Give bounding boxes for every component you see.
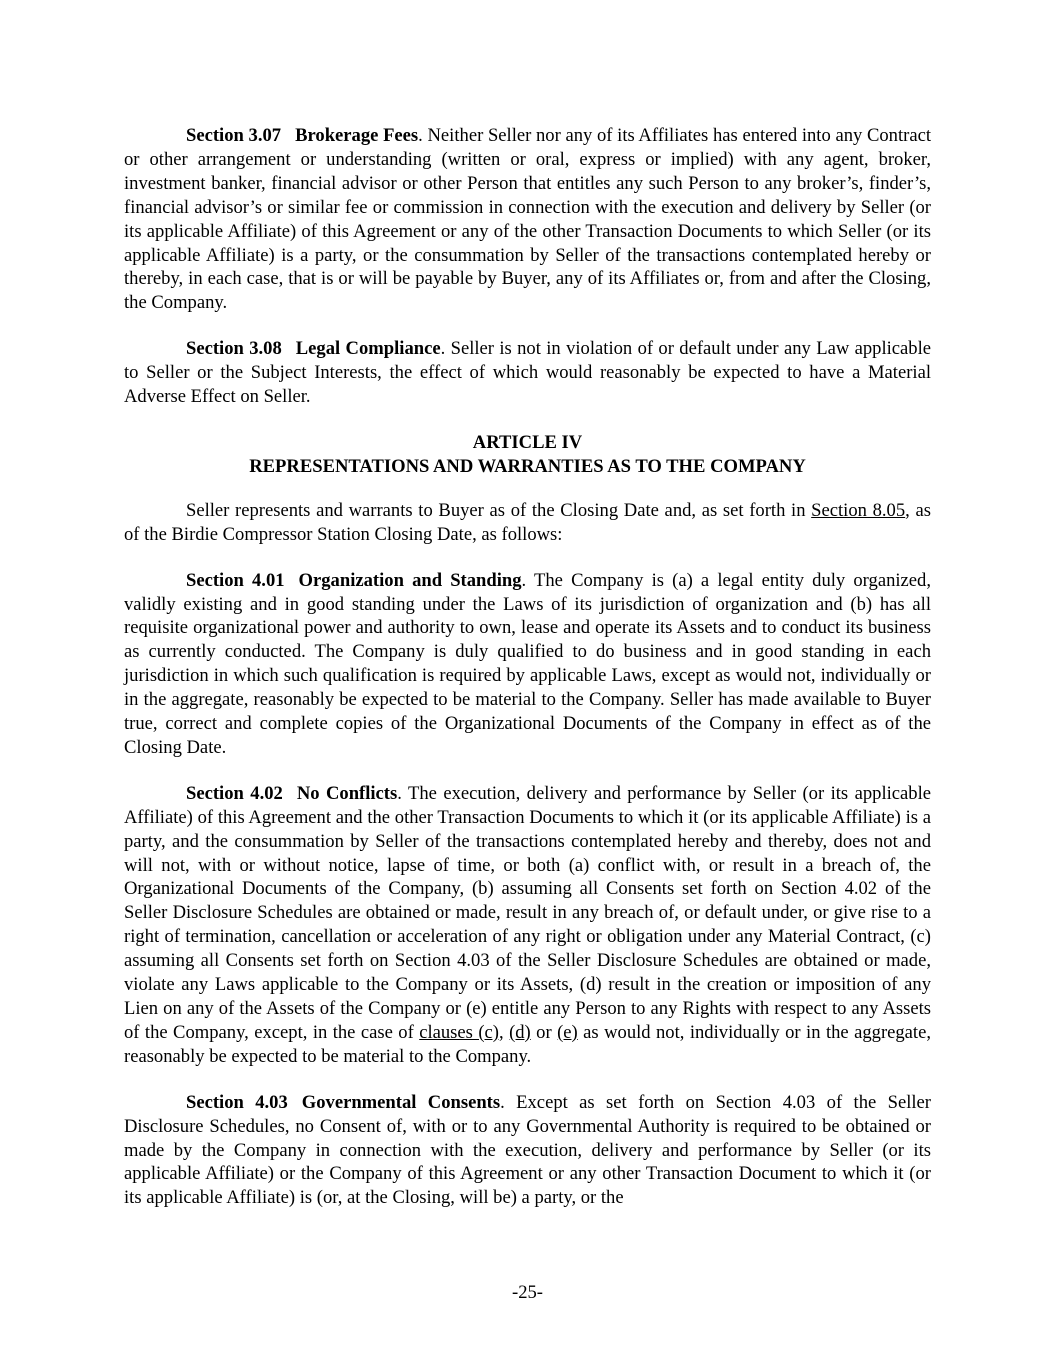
section-number: Section 4.02	[186, 782, 283, 804]
section-title: No Conflicts	[296, 782, 398, 804]
intro-text-end: , as of the Birdie Compressor Station Closing Date, as follows:	[124, 499, 931, 545]
document-page	[124, 124, 931, 1232]
section-3-07	[124, 124, 931, 315]
section-4-03	[124, 1091, 931, 1211]
section-number: Section 4.01	[186, 569, 285, 591]
separator: ,	[498, 1021, 510, 1043]
section-4-02	[124, 782, 931, 1069]
section-body: . Neither Seller nor any of its Affiliates has entered into any Contract or other arrangement or understanding (written or oral, express or implied) with any agent, broker, investment banker, financial advisor or other Person that entitles any such Person to any broker’s, finder’s, financial advisor’s or similar fee or commission in connection with the execution and delivery by Seller (or its applicable Affiliate) of this Agreement or any of the other Transaction Documents to which Seller (or its applicable Affiliate) is a party, or the consummation by Seller of the transactions contemplated hereby or thereby, in each case, that is or will be payable by Buyer, any of its Affiliates or, from and after the Closing, the Company.	[124, 125, 932, 314]
separator: or	[530, 1021, 558, 1043]
section-body: . Except as set forth on Section 4.03 of the Seller Disclosure Schedules, no Consent of, with or to any Governmental Authority is required to be obtained or made by the Company in connection with the execution, delivery and performance by Seller (or its applicable Affiliate) or the Company of this Agreement or any other Transaction Document to which it (or its applicable Affiliate) is (or, at the Closing, will be) a party, or the	[124, 1091, 931, 1209]
article-heading	[124, 431, 931, 479]
section-3-08	[124, 337, 931, 409]
section-4-01	[124, 569, 931, 760]
clause-d-reference[interactable]: (d)	[509, 1021, 531, 1043]
clause-e-reference[interactable]: (e)	[557, 1021, 578, 1043]
section-title: Brokerage Fees	[295, 125, 419, 146]
page-number: -25-	[512, 1282, 543, 1303]
clause-c-reference[interactable]: clauses (c)	[419, 1021, 499, 1043]
article-number: ARTICLE IV	[472, 431, 583, 453]
section-body: . The Company is (a) a legal entity duly organized, validly existing and in good standing under the Laws of its jurisdiction of organization and (b) has all requisite organizational power and authority to own, lease and operate its Assets and to conduct its business as currently conducted. The Company is duly qualified to do business and in good standing in each jurisdiction in which such qualification is required by applicable Laws, except as would not, individually or in the aggregate, reasonably be expected to be material to the Company. Seller has made available to Buyer true, correct and complete copies of the Organizational Documents of the Company in effect as of the Closing Date.	[124, 569, 932, 758]
section-title: Legal Compliance	[295, 338, 441, 360]
section-body: . The execution, delivery and performance by Seller (or its applicable Affiliate) of this Agreement and the other Transaction Documents to which it (or its applicable Affiliate) is a party, and the consummation by Seller of the transactions contemplated hereby and thereby, does not and will not, with or without notice, lapse of time, or both (a) conflict with, or result in a breach of, the Organizational Documents of the Company, (b) assuming all Consents set forth on Section 4.02 of the Seller Disclosure Schedules are obtained or made, result in any breach of, or default under, or give rise to a right of termination, cancellation or acceleration of any right or obligation under any Material Contract, (c) assuming all Consents set forth on Section 4.03 of the Seller Disclosure Schedules are obtained or made, violate any Laws applicable to the Company or its Assets, (d) result in the creation or imposition of any Lien on any of the Assets of the Company or (e) entitle any Person to any Rights with respect to any Assets of the Company, except, in the case of	[124, 782, 931, 1043]
section-body: . Seller is not in violation of or default under any Law applicable to Seller or the Subject Interests, the effect of which would reasonably be expected to have a Material Adverse Effect on Seller.	[124, 338, 932, 408]
section-number: Section 3.08	[186, 338, 282, 360]
article-intro	[124, 499, 931, 547]
section-number: Section 4.03	[186, 1091, 288, 1113]
section-number: Section 3.07	[186, 125, 282, 146]
article-title: REPRESENTATIONS AND WARRANTIES AS TO THE COMPANY	[249, 455, 806, 477]
section-body-end: as would not, individually or in the aggregate, reasonably be expected to be material to the Company.	[124, 1021, 932, 1067]
intro-text: Seller represents and warrants to Buyer as of the Closing Date and, as set forth in	[186, 499, 812, 521]
section-8-05-reference[interactable]: Section 8.05	[811, 499, 906, 521]
section-title: Organization and Standing	[298, 569, 522, 591]
section-title: Governmental Consents	[301, 1091, 501, 1113]
